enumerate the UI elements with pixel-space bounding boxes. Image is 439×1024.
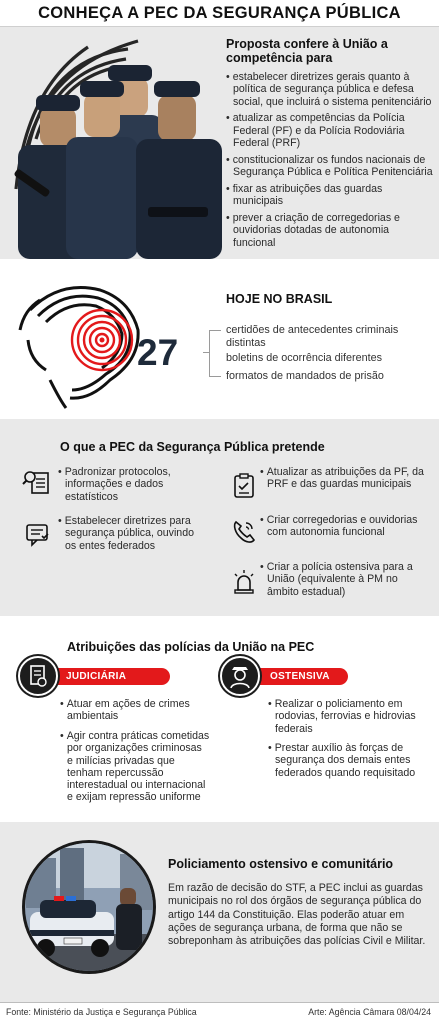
list-item: • atualizar as competências da Polícia Federal (PF) e da Polícia Rodoviária Federal (PRF) — [226, 112, 434, 149]
ostensiva-label: OSTENSIVA — [246, 668, 348, 685]
competencias-list — [226, 71, 434, 253]
judiciaria-item: • Atuar em ações de crimes ambientais — [60, 698, 208, 723]
objetivo-item: • Criar a polícia ostensiva para a União (equivalente à PM no âmbito estadual) — [260, 561, 425, 598]
bracket-connector — [203, 352, 209, 353]
objetivo-item: • Criar corregedorias e ouvidorias com autonomia funcional — [260, 514, 425, 539]
ostensiva-item: • Prestar auxílio às forças de segurança dos demais entes federados quando requisitado — [268, 742, 433, 779]
document-search-icon — [22, 468, 50, 496]
stat-item: certidões de antecedentes criminais distintas — [226, 324, 399, 349]
objetivo-item: • Estabelecer diretrizes para segurança pública, ouvindo os entes federados — [58, 515, 208, 552]
list-item: • fixar as atribuições das guardas municipais — [226, 183, 434, 208]
footer-divider — [0, 1002, 439, 1003]
objetivo-item: • Padronizar protocolos, informações e dados estatísticos — [58, 466, 208, 503]
section-competencias — [0, 27, 439, 259]
stat-item: formatos de mandados de prisão — [226, 370, 384, 382]
police-car-illustration — [20, 838, 158, 976]
stat-number: 27 — [137, 332, 179, 373]
brazil-map-illustration — [10, 270, 150, 410]
judiciaria-item: • Agir contra práticas cometidas por organizações criminosas e milícias privadas que tenham repercussão interestadual ou internacional e exijam repressão uniforme — [60, 730, 210, 804]
footer-source: Fonte: Ministério da Justiça e Segurança Pública — [6, 1007, 197, 1017]
list-item: • prever a criação de corregedorias e ouvidorias dotadas de autonomia funcional — [226, 212, 434, 249]
hoje-no-brasil-heading: HOJE NO BRASIL — [226, 292, 333, 306]
policiamento-text: Em razão de decisão do STF, a PEC inclui as guardas municipais no rol dos órgãos de segurança pública do artigo 144 da Constituição. Elas poderão atuar em ações de segurança urbana, de forma que não se sobreponham às atribuições das polícias Civil e Militar. — [168, 882, 426, 948]
clipboard-check-icon — [230, 472, 258, 500]
objetivos-heading: O que a PEC da Segurança Pública pretende — [60, 440, 325, 454]
police-siren-icon — [230, 568, 258, 596]
list-item: • constitucionalizar os fundos nacionais de Segurança Pública e Política Penitenciária — [226, 154, 434, 179]
policiamento-heading: Policiamento ostensivo e comunitário — [168, 857, 394, 871]
competencias-heading: Proposta confere à União a competência para — [226, 37, 388, 65]
footer-credit: Arte: Agência Câmara 08/04/24 — [308, 1007, 431, 1017]
page-title: CONHEÇA A PEC DA SEGURANÇA PÚBLICA — [38, 4, 401, 22]
ostensiva-item: • Realizar o policiamento em rodovias, ferrovias e hidrovias federais — [268, 698, 433, 735]
badge-document-icon — [18, 656, 58, 696]
objetivo-item: • Atualizar as atribuições da PF, da PRF e das guardas municipais — [260, 466, 425, 491]
atribuicoes-heading: Atribuições das polícias da União na PEC — [67, 640, 315, 654]
judiciaria-label: JUDICIÁRIA — [44, 668, 170, 685]
phone-icon — [230, 518, 258, 546]
police-officer-icon — [220, 656, 260, 696]
police-officers-illustration — [8, 29, 226, 259]
stat-item: boletins de ocorrência diferentes — [226, 352, 383, 364]
chat-document-icon — [24, 520, 52, 548]
list-item: • estabelecer diretrizes gerais quanto à política de segurança pública e defesa social, que incluirá o sistema penitenciário — [226, 71, 434, 108]
bracket-connector — [209, 330, 221, 377]
